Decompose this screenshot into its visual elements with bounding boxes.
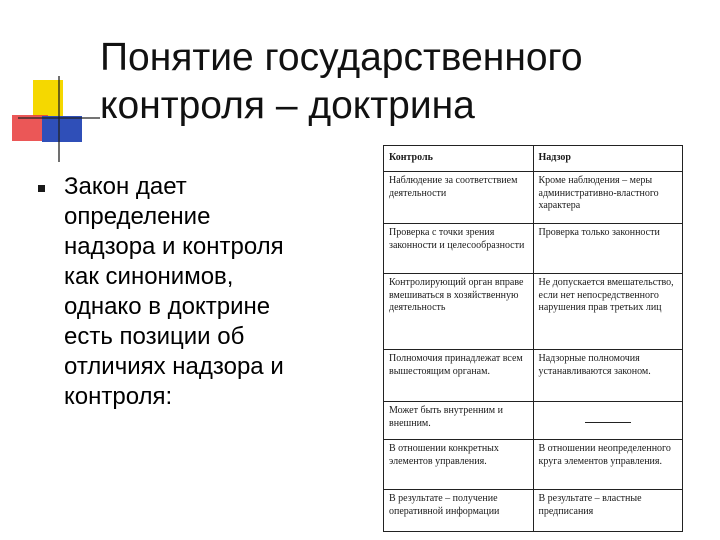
- bullet-line: отличиях надзора и: [64, 353, 284, 380]
- table-cell: Надзорные полномочия устанавливаются законом.: [533, 350, 683, 402]
- decorative-logo: [0, 0, 110, 170]
- table-row: [384, 274, 683, 350]
- bullet-line: есть позиции об: [64, 323, 245, 350]
- table-cell: В результате – властные предписания: [533, 490, 683, 532]
- table-cell: Не допускается вмешательство, если нет непосредственного нарушения прав третьих лиц: [533, 274, 683, 350]
- logo-blue-square: [42, 116, 82, 142]
- bullet-line: Закон дает: [64, 173, 187, 200]
- bullet-text: [64, 172, 344, 412]
- table-row: [384, 490, 683, 532]
- bullet-line: определение: [64, 203, 211, 230]
- table-row: [384, 440, 683, 490]
- table-header-row: [384, 146, 683, 172]
- table-cell-dash: [533, 402, 683, 440]
- table-cell: В отношении конкретных элементов управления.: [384, 440, 534, 490]
- table-cell: Проверка только законности: [533, 224, 683, 274]
- table-row: [384, 402, 683, 440]
- table-row: [384, 224, 683, 274]
- bullet-marker: [38, 185, 45, 192]
- table-row: [384, 172, 683, 224]
- table-cell: В результате – получение оперативной информации: [384, 490, 534, 532]
- title-line: Понятие государственного: [100, 36, 583, 79]
- table-cell: Наблюдение за соответствием деятельности: [384, 172, 534, 224]
- header-supervision: Надзор: [533, 146, 683, 172]
- bullet-line: как синонимов,: [64, 263, 234, 290]
- header-control: Контроль: [384, 146, 534, 172]
- dash-placeholder: [539, 405, 678, 428]
- table-cell: В отношении неопределенного круга элементов управления.: [533, 440, 683, 490]
- table-row: [384, 350, 683, 402]
- table-cell: Проверка с точки зрения законности и целесообразности: [384, 224, 534, 274]
- comparison-table: [383, 145, 683, 532]
- table-cell: Полномочия принадлежат всем вышестоящим органам.: [384, 350, 534, 402]
- table-cell: Кроме наблюдения – меры административно-властного характера: [533, 172, 683, 224]
- table-cell: Контролирующий орган вправе вмешиваться в хозяйственную деятельность: [384, 274, 534, 350]
- table-cell: Может быть внутренним и внешним.: [384, 402, 534, 440]
- slide-title: [100, 34, 700, 130]
- bullet-line: надзора и контроля: [64, 233, 284, 260]
- bullet-line: контроля:: [64, 383, 173, 410]
- dash-line: [585, 422, 631, 423]
- bullet-line: однако в доктрине: [64, 293, 271, 320]
- title-line: контроля – доктрина: [100, 84, 475, 127]
